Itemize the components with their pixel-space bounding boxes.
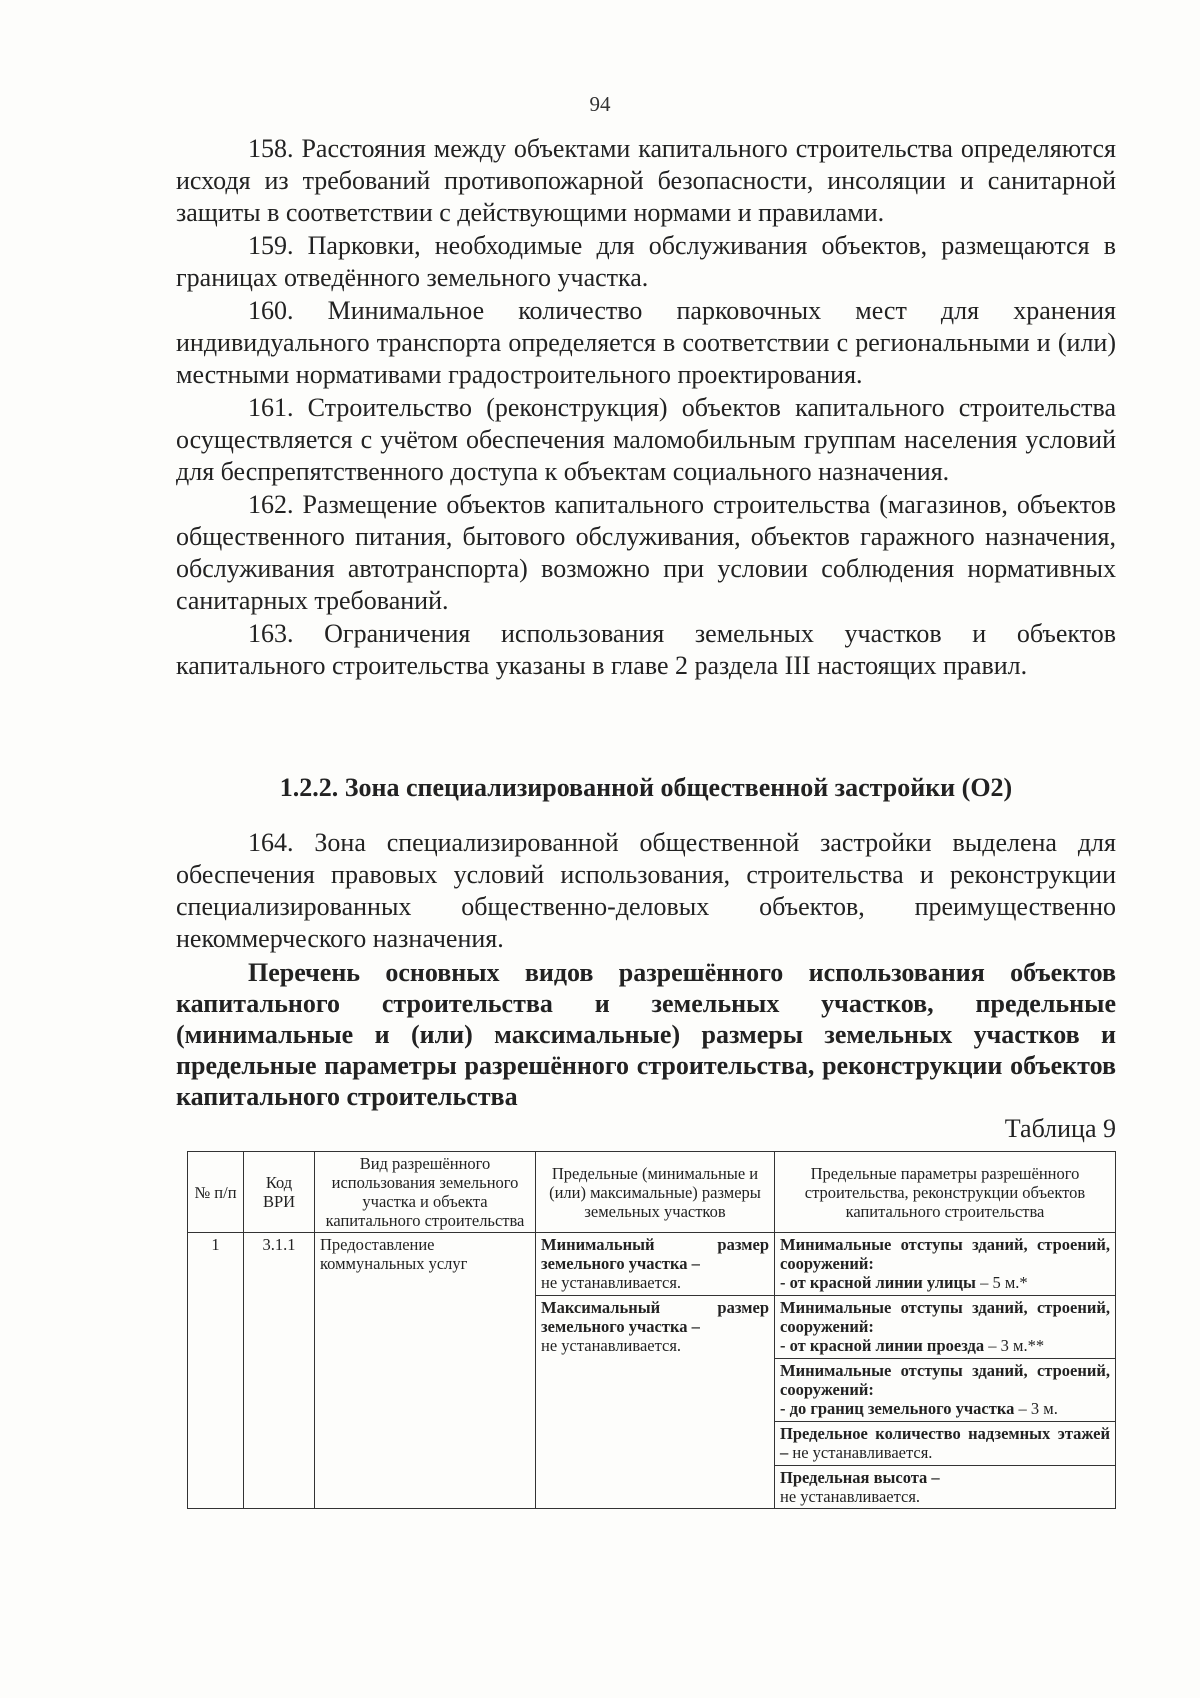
header-number: № п/п	[188, 1152, 244, 1233]
param-floors	[775, 1421, 1115, 1462]
param-detail: - до границ земельного участка	[780, 1399, 1015, 1418]
size-max-label: Максимальный размер земельного участка –	[541, 1298, 769, 1336]
paragraph-159: 159. Парковки, необходимые для обслуживания объектов, размещаются в границах отведённого земельного участка.	[176, 231, 1116, 292]
size-min	[541, 1235, 769, 1292]
param-value: не устанавливается.	[780, 1487, 921, 1506]
paragraph-158: 158. Расстояния между объектами капитального строительства определяются исходя из требований противопожарной безопасности, инсоляции и санитарной защиты в соответствии с действующими нормами и правилами.	[176, 134, 1116, 227]
param-boundary-setback	[775, 1358, 1115, 1418]
header-code: Код ВРИ	[244, 1152, 315, 1233]
param-value: – 3 м.**	[984, 1336, 1045, 1355]
header-sizes: Предельные (минимальные и (или) максимальные) размеры земельных участков	[536, 1152, 775, 1233]
regulations-table	[187, 1151, 1116, 1509]
param-value: – 3 м.	[1014, 1399, 1058, 1418]
cell-code: 3.1.1	[244, 1233, 315, 1509]
size-max-value: не устанавливается.	[541, 1336, 682, 1355]
param-detail: - от красной линии проезда	[780, 1336, 985, 1355]
param-value: не устанавливается.	[788, 1443, 933, 1462]
param-street-setback	[780, 1235, 1110, 1292]
param-label: Предельное количество надземных этажей –	[780, 1424, 1110, 1462]
param-label: Минимальные отступы зданий, строений, сооружений:	[780, 1298, 1110, 1336]
param-label: Минимальные отступы зданий, строений, сооружений:	[780, 1235, 1110, 1273]
param-label: Предельная высота –	[780, 1468, 940, 1487]
cell-kind: Предоставление коммунальных услуг	[315, 1233, 536, 1509]
section-heading: 1.2.2. Зона специализированной общественной застройки (О2)	[279, 773, 1013, 802]
body-text	[176, 133, 1116, 683]
paragraph-163: 163. Ограничения использования земельных участков и объектов капитального строительства указаны в главе 2 раздела III настоящих правил.	[176, 619, 1116, 680]
cell-number: 1	[188, 1233, 244, 1509]
param-detail: - от красной линии улицы	[780, 1273, 976, 1292]
param-height	[775, 1465, 1115, 1506]
size-min-value: не устанавливается.	[541, 1273, 682, 1292]
param-passage-setback	[775, 1295, 1115, 1355]
paragraph-160: 160. Минимальное количество парковочных мест для хранения индивидуального транспорта определяется в соответствии с региональными и (или) местными нормативами градостроительного проектирования.	[176, 296, 1116, 389]
paragraph-164: 164. Зона специализированной общественной застройки выделена для обеспечения правовых условий использования, строительства и реконструкции специализированных общественно-деловых объектов, преимущественно некоммерческого назначения.	[176, 828, 1116, 953]
page-number: 94	[589, 92, 611, 116]
cell-params	[775, 1233, 1116, 1509]
size-min-label: Минимальный размер земельного участка –	[541, 1235, 769, 1273]
header-kind: Вид разрешённого использования земельного участка и объекта капитального строительства	[315, 1152, 536, 1233]
paragraph-162: 162. Размещение объектов капитального строительства (магазинов, объектов общественного питания, бытового обслуживания, объектов гаражного назначения, обслуживания автотранспорта) возможно при условии соблюдения нормативных санитарных требований.	[176, 490, 1116, 615]
paragraph-161: 161. Строительство (реконструкция) объектов капитального строительства осуществляется с учётом обеспечения маломобильным группам населения условий для беспрепятственного доступа к объектам социального назначения.	[176, 393, 1116, 486]
table-label: Таблица 9	[1004, 1114, 1116, 1143]
table-header-row	[188, 1152, 1116, 1233]
table-title: Перечень основных видов разрешённого использования объектов капитального строительства и земельных участков, предельные (минимальные и (или) максимальные) размеры земельных участков и предельные параметры разрешённого строительства, реконструкции объектов капитального строительства	[176, 958, 1116, 1111]
header-params: Предельные параметры разрешённого строительства, реконструкции объектов капитального строительства	[775, 1152, 1116, 1233]
size-max	[536, 1295, 774, 1355]
cell-sizes	[536, 1233, 775, 1509]
param-value: – 5 м.*	[975, 1273, 1028, 1292]
param-label: Минимальные отступы зданий, строений, сооружений:	[780, 1361, 1110, 1399]
table-row	[188, 1233, 1116, 1509]
